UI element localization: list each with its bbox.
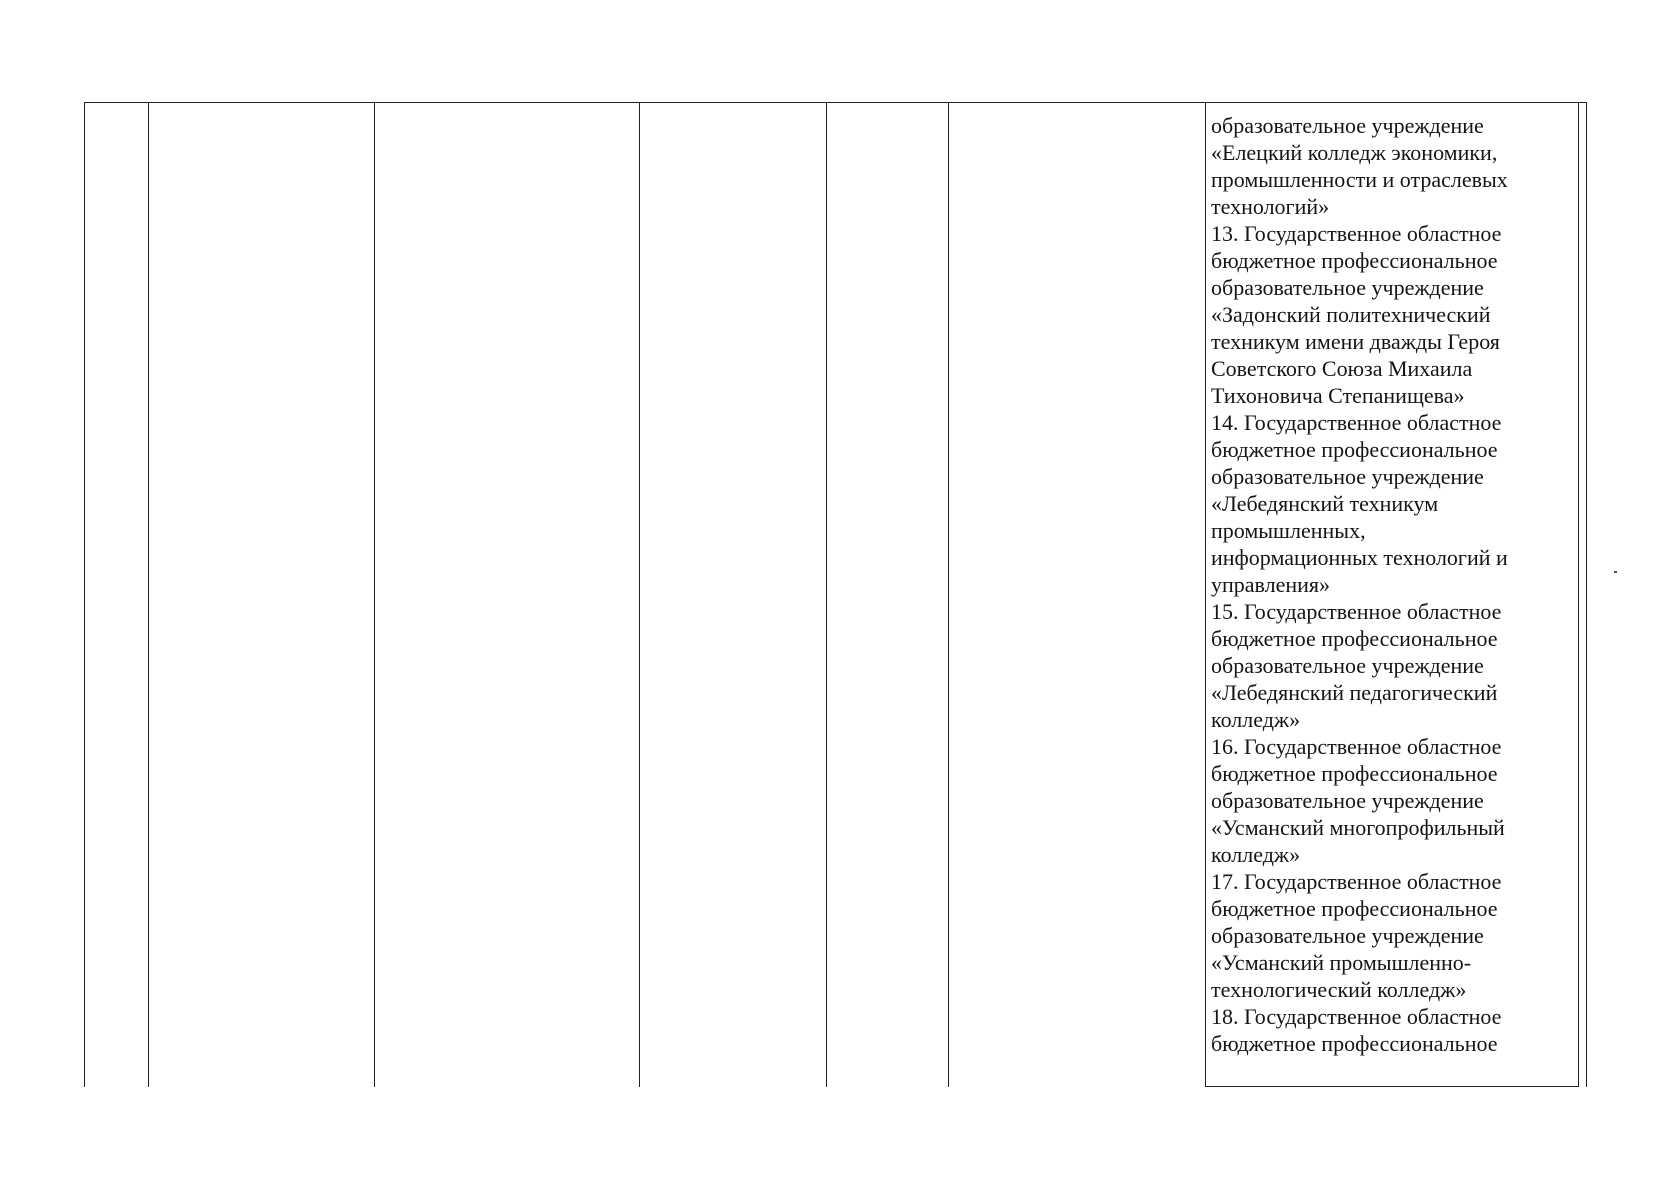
- column-border-5: [826, 102, 827, 1087]
- column-border-6: [948, 102, 949, 1087]
- organizations-list-text: образовательное учреждение «Елецкий колледж экономики, промышленности и отраслевых технологий» 13. Государственное областное бюджетное профессиональное образовательное учреждение «Задонский политехнический техникум имени дважды Героя Советского Союза Михаила Тихоновича Степанищева» 14. Государственное областное бюджетное профессиональное образовательное учреждение «Лебедянский техникум промышленных, информационных технологий и управления» 15. Государственное областное бюджетное профессиональное образовательное учреждение «Лебедянский педагогический колледж» 16. Государственное областное бюджетное профессиональное образовательное учреждение «Усманский многопрофильный колледж» 17. Государственное областное бюджетное профессиональное образовательное учреждение «Усманский промышленно- технологический колледж» 18. Государственное областное бюджетное профессиональное: [1211, 113, 1508, 1056]
- column-border-3: [374, 102, 375, 1087]
- column-border-2: [148, 102, 149, 1087]
- column-border-4: [639, 102, 640, 1087]
- scan-speck: [1614, 571, 1617, 573]
- column-border-1: [84, 102, 85, 1087]
- column-border-outer-right: [1586, 102, 1587, 1087]
